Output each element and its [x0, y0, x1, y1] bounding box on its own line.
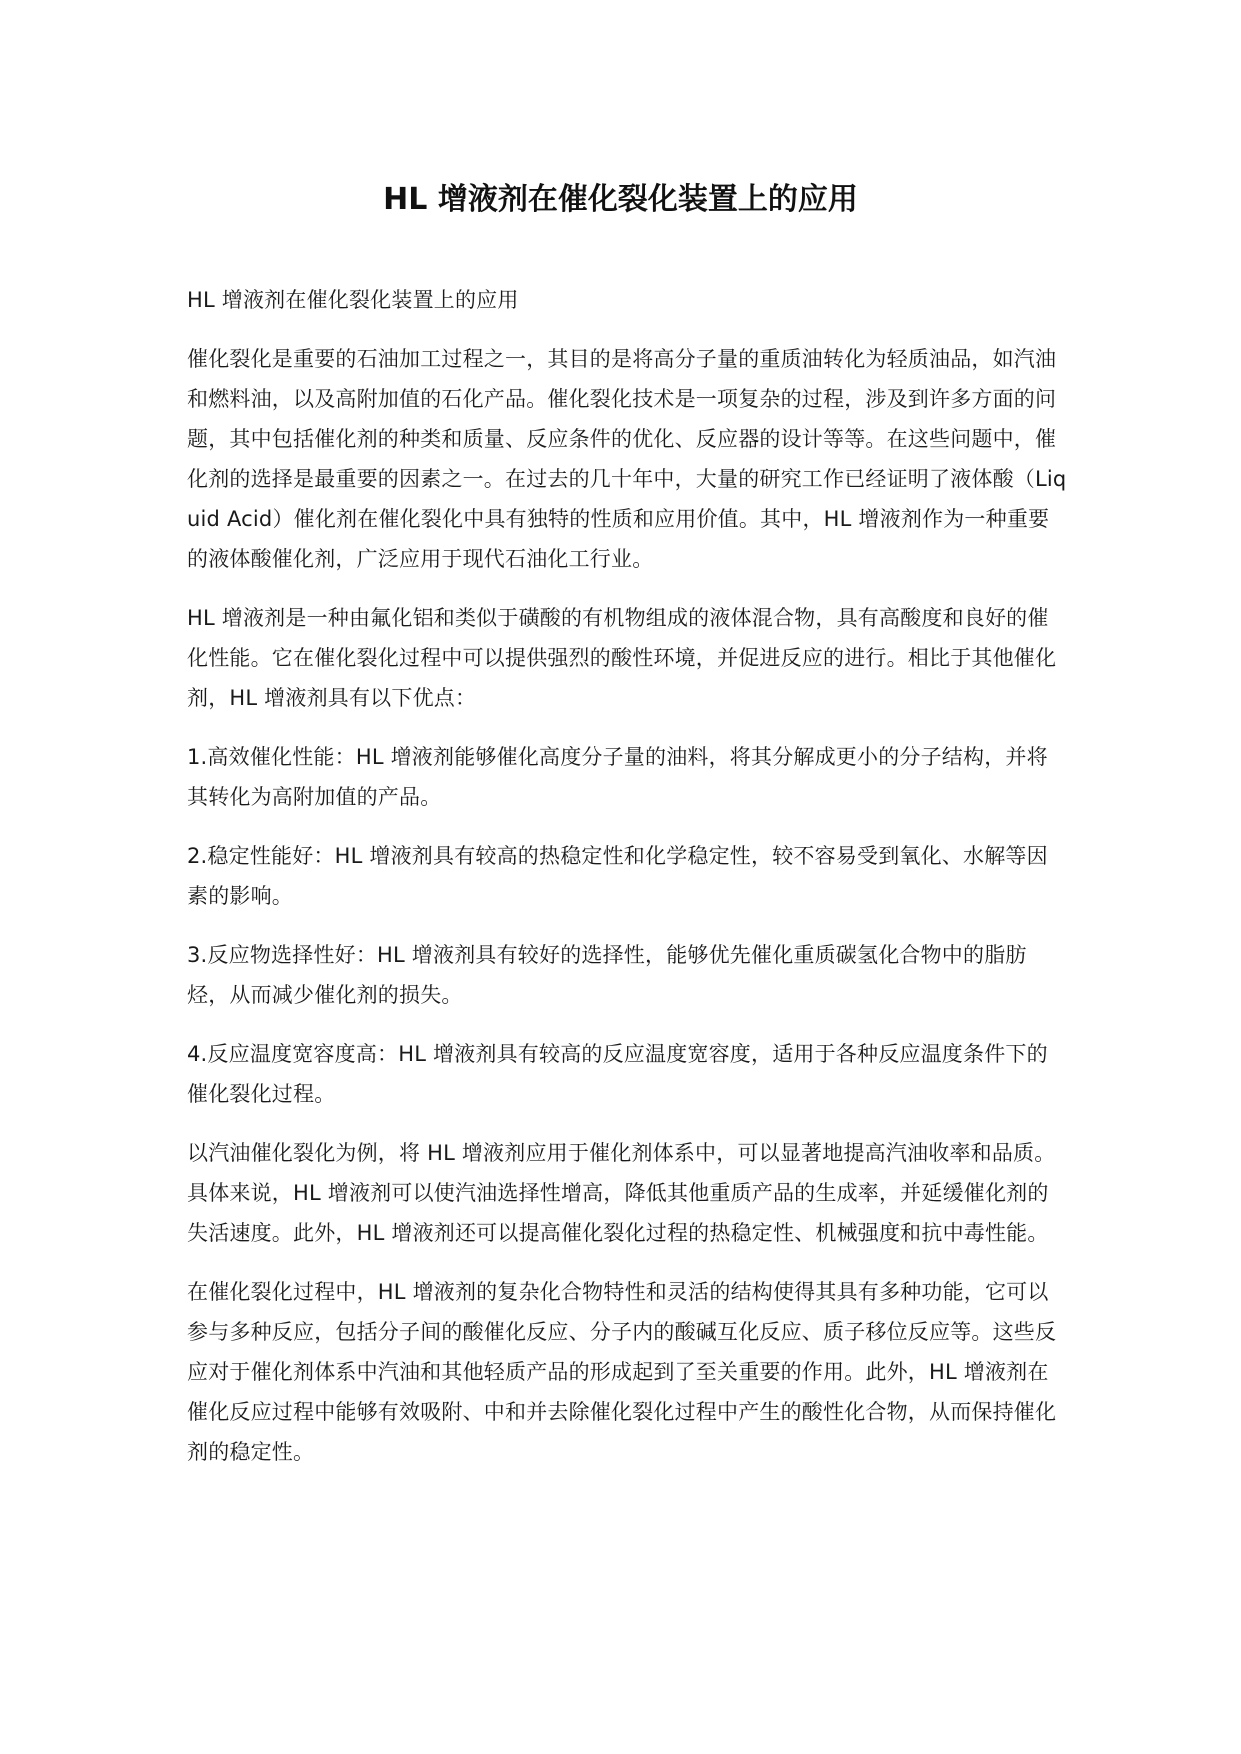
document-body [187, 280, 1067, 1491]
example-paragraph: 以汽油催化裂化为例，将 HL 增液剂应用于催化剂体系中，可以显著地提高汽油收率和品质。具体来说，HL 增液剂可以使汽油选择性增高，降低其他重质产品的生成率，并延缓催化剂的失活速度。此外，HL 增液剂还可以提高催化裂化过程的热稳定性、机械强度和抗中毒性能。 [187, 1141, 1056, 1245]
advantage-item-4: 4.反应温度宽容度高：HL 增液剂具有较高的反应温度宽容度，适用于各种反应温度条件下的催化裂化过程。 [187, 1042, 1048, 1106]
advantage-item-3: 3.反应物选择性好：HL 增液剂具有较好的选择性，能够优先催化重质碳氢化合物中的脂肪烃，从而减少催化剂的损失。 [187, 943, 1027, 1007]
document-title: HL 增液剂在催化裂化装置上的应用 [383, 182, 858, 217]
advantage-item-1: 1.高效催化性能：HL 增液剂能够催化高度分子量的油料，将其分解成更小的分子结构，并将其转化为高附加值的产品。 [187, 745, 1048, 809]
subtitle-paragraph: HL 增液剂在催化裂化装置上的应用 [187, 288, 519, 312]
mechanism-paragraph: 在催化裂化过程中，HL 增液剂的复杂化合物特性和灵活的结构使得其具有多种功能，它可以参与多种反应，包括分子间的酸催化反应、分子内的酸碱互化反应、质子移位反应等。这些反应对于催化剂体系中汽油和其他轻质产品的形成起到了至关重要的作用。此外，HL 增液剂在催化反应过程中能够有效吸附、中和并去除催化裂化过程中产生的酸性化合物，从而保持催化剂的稳定性。 [187, 1280, 1057, 1464]
advantage-item-2: 2.稳定性能好：HL 增液剂具有较高的热稳定性和化学稳定性，较不容易受到氧化、水解等因素的影响。 [187, 844, 1048, 908]
intro-paragraph: 催化裂化是重要的石油加工过程之一，其目的是将高分子量的重质油转化为轻质油品，如汽油和燃料油，以及高附加值的石化产品。催化裂化技术是一项复杂的过程，涉及到许多方面的问题，其中包括催化剂的种类和质量、反应条件的优化、反应器的设计等等。在这些问题中，催化剂的选择是最重要的因素之一。在过去的几十年中，大量的研究工作已经证明了液体酸（Liquid Acid）催化剂在催化裂化中具有独特的性质和应用价值。其中，HL 增液剂作为一种重要的液体酸催化剂，广泛应用于现代石油化工行业。 [187, 347, 1067, 571]
definition-paragraph: HL 增液剂是一种由氟化铝和类似于磺酸的有机物组成的液体混合物，具有高酸度和良好的催化性能。它在催化裂化过程中可以提供强烈的酸性环境，并促进反应的进行。相比于其他催化剂，HL 增液剂具有以下优点： [187, 606, 1057, 710]
